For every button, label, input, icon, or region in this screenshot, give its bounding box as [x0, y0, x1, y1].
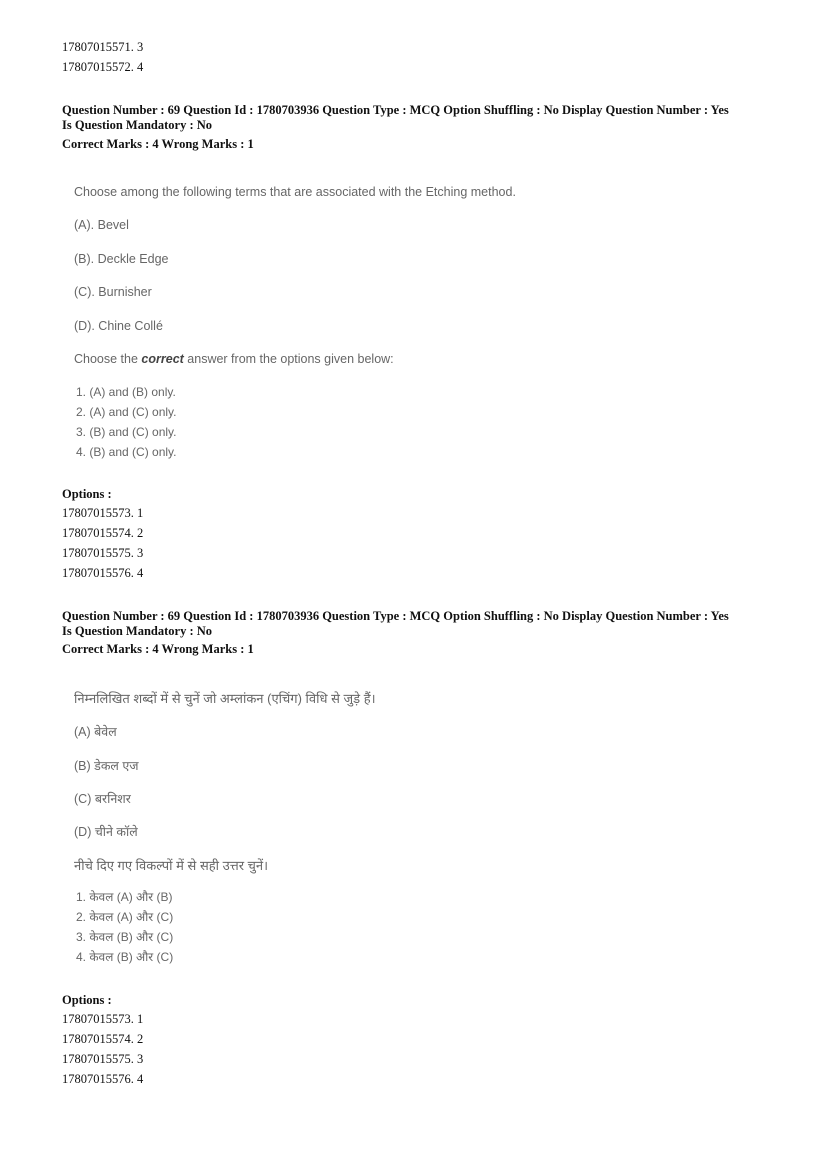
prev-option-3: 17807015571. 3 — [62, 40, 144, 54]
question-marks-1: Correct Marks : 4 Wrong Marks : 1 — [62, 137, 254, 151]
options-label-1: Options : — [62, 487, 112, 501]
instruction-post: answer from the options given below: — [183, 352, 394, 366]
instruction-keyword: correct — [141, 352, 184, 366]
choice-4-en: 4. (B) and (C) only. — [76, 445, 177, 459]
option-id-1d: 17807015576. 4 — [62, 566, 144, 580]
option-id-2c: 17807015575. 3 — [62, 1052, 144, 1066]
option-id-2a: 17807015573. 1 — [62, 1012, 144, 1026]
option-id-1a: 17807015573. 1 — [62, 506, 144, 520]
instruction-pre: Choose the — [74, 352, 142, 366]
choice-1-hi: 1. केवल (A) और (B) — [76, 890, 173, 904]
choice-3-hi: 3. केवल (B) और (C) — [76, 930, 174, 944]
choice-2-en: 2. (A) and (C) only. — [76, 405, 177, 419]
instruction-hi: नीचे दिए गए विकल्पों में से सही उत्तर चुनें। — [74, 858, 269, 873]
question-text-hi: निम्नलिखित शब्दों में से चुनें जो अम्लांकन (एचिंग) विधि से जुड़े हैं। — [74, 691, 376, 706]
statement-b-en: (B). Deckle Edge — [74, 252, 169, 266]
choice-2-hi: 2. केवल (A) और (C) — [76, 910, 174, 924]
question-mandatory-1: Is Question Mandatory : No — [62, 118, 213, 132]
question-marks-2: Correct Marks : 4 Wrong Marks : 1 — [62, 642, 254, 656]
statement-b-hi: (B) डेकल एज — [74, 759, 139, 773]
answer-choices-en — [76, 382, 176, 462]
statement-d-en: (D). Chine Collé — [74, 319, 163, 333]
option-id-1c: 17807015575. 3 — [62, 546, 144, 560]
prev-option-4: 17807015572. 4 — [62, 60, 144, 74]
statement-c-hi: (C) बरनिशर — [74, 792, 131, 806]
choice-3-en: 3. (B) and (C) only. — [76, 425, 177, 439]
question-text-en: Choose among the following terms that are associated with the Etching method. — [74, 185, 516, 199]
options-label-2: Options : — [62, 993, 112, 1007]
option-id-1b: 17807015574. 2 — [62, 526, 144, 540]
question-header-2: Question Number : 69 Question Id : 1780703936 Question Type : MCQ Option Shuffling : No Display Question Number : Yes — [62, 609, 729, 623]
instruction-en — [74, 352, 394, 366]
option-id-2b: 17807015574. 2 — [62, 1032, 144, 1046]
answer-choices-hi — [76, 887, 173, 967]
statement-d-hi: (D) चीने कॉले — [74, 825, 138, 839]
question-mandatory-2: Is Question Mandatory : No — [62, 624, 213, 638]
question-header-1: Question Number : 69 Question Id : 1780703936 Question Type : MCQ Option Shuffling : No Display Question Number : Yes — [62, 103, 729, 117]
statement-a-hi: (A) बेवेल — [74, 725, 117, 739]
statement-a-en: (A). Bevel — [74, 218, 129, 232]
choice-1-en: 1. (A) and (B) only. — [76, 385, 176, 399]
option-id-2d: 17807015576. 4 — [62, 1072, 144, 1086]
choice-4-hi: 4. केवल (B) और (C) — [76, 950, 174, 964]
statement-c-en: (C). Burnisher — [74, 285, 152, 299]
